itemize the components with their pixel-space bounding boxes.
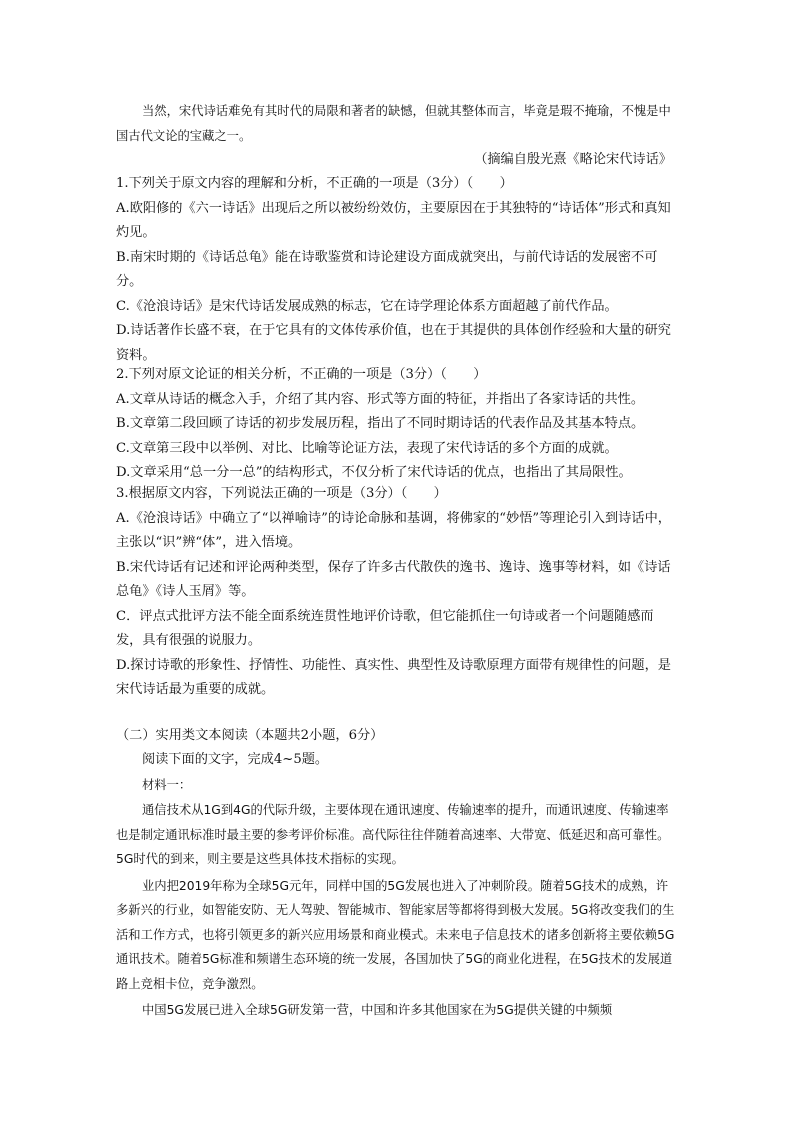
- question-3-option-a: A.《沧浪诗话》中确立了“以禅喻诗”的诗论命脉和基调，将佛家的“妙悟”等理论引入到诗话中，主张以“识”辨“体”，进入悟境。: [116, 510, 671, 550]
- question-3-stem: 3.根据原文内容，下列说法正确的一项是（3分）（ ）: [116, 486, 447, 501]
- question-1-stem: 1.下列关于原文内容的理解和分析，不正确的一项是（3分）（ ）: [116, 176, 513, 191]
- source-citation: （摘编自殷光熹《略论宋代诗话》: [474, 152, 672, 167]
- question-1-option-d: D.诗话著作长盛不衰，在于它具有的文体传承价值，也在于其提供的具体创作经验和大量的研究资料。: [116, 323, 671, 363]
- question-1-option-c: C.《沧浪诗话》是宋代诗话发展成熟的标志，它在诗学理论体系方面超越了前代作品。: [116, 298, 618, 314]
- material-paragraph-3: 中国5G发展已进入全球5G研发第一营，中国和许多其他国家在为5G提供关键的中频频: [142, 1003, 613, 1017]
- question-2-option-b: B.文章第二段回顾了诗话的初步发展历程，指出了不同时期诗话的代表作品及其基本特点。: [116, 416, 645, 431]
- material-paragraph-2: 业内把2019年称为全球5G元年，同样中国的5G发展也进入了冲刺阶段。随着5G技术的成熟，许多新兴的行业，如智能安防、无人驾驶、智能城市、智能家居等都将得到极大发展。5G将改变我们的生活和工作方式，也将引领更多的新兴应用场景和商业模式。未来电子信息技术的诸多创新将主要依赖5G通讯技术。随着5G标准和频谱生态环境的统一发展，各国加快了5G的商业化进程，在5G技术的发展道路上竞相卡位，竞争激烈。: [116, 878, 675, 991]
- question-2-stem: 2.下列对原文论证的相关分析，不正确的一项是（3分）（ ）: [116, 367, 487, 382]
- question-3-option-c: C．评点式批评方法不能全面系统连贯性地评价诗歌，但它能抓住一句诗或者一个问题随感而发，具有很强的说服力。: [116, 608, 654, 648]
- question-2-option-d: D.文章采用“总一分一总”的结构形式，不仅分析了宋代诗话的优点，也指出了其局限性。: [116, 465, 632, 480]
- question-1: [116, 172, 676, 368]
- section-2-instruction: 阅读下面的文字，完成4~5题。: [142, 752, 329, 767]
- section-2-title: （二）实用类文本阅读（本题共2小题，6分）: [116, 728, 384, 743]
- intro-paragraph: 当然，宋代诗话难免有其时代的局限和著者的缺憾，但就其整体而言，毕竟是瑕不掩瑜，不愧是中国古代文论的宝藏之一。: [116, 104, 671, 143]
- material-body: [116, 798, 676, 1023]
- question-3: [116, 482, 676, 703]
- material-label: 材料一：: [142, 778, 192, 792]
- question-2: [116, 363, 676, 486]
- question-2-option-c: C.文章第三段中以举例、对比、比喻等论证方法，表现了宋代诗话的多个方面的成就。: [116, 440, 618, 456]
- material-paragraph-1: 通信技术从1G到4G的代际升级，主要体现在通讯速度、传输速率的提升，而通讯速度、传输速率也是制定通讯标准时最主要的参考评价标准。高代际往往伴随着高速率、大带宽、低延迟和高可靠性。5G时代的到来，则主要是这些具体技术指标的实现。: [116, 803, 670, 866]
- question-1-option-a: A.欧阳修的《六一诗话》出现后之所以被纷纷效仿，主要原因在于其独特的“诗话体”形式和真知灼见。: [116, 200, 671, 240]
- question-2-option-a: A.文章从诗话的概念入手，介绍了其内容、形式等方面的特征，并指出了各家诗话的共性。: [116, 391, 645, 407]
- question-3-option-d: D.探讨诗歌的形象性、抒情性、功能性、真实性、典型性及诗歌原理方面带有规律性的问题，是宋代诗话最为重要的成就。: [116, 657, 671, 697]
- question-1-option-b: B.南宋时期的《诗话总龟》能在诗歌鉴赏和诗论建设方面成就突出，与前代诗话的发展密不可分。: [116, 249, 658, 289]
- question-3-option-b: B.宋代诗话有记述和评论两种类型，保存了许多古代散佚的逸书、逸诗、逸事等材料，如《诗话总龟》《诗人玉屑》等。: [116, 559, 671, 599]
